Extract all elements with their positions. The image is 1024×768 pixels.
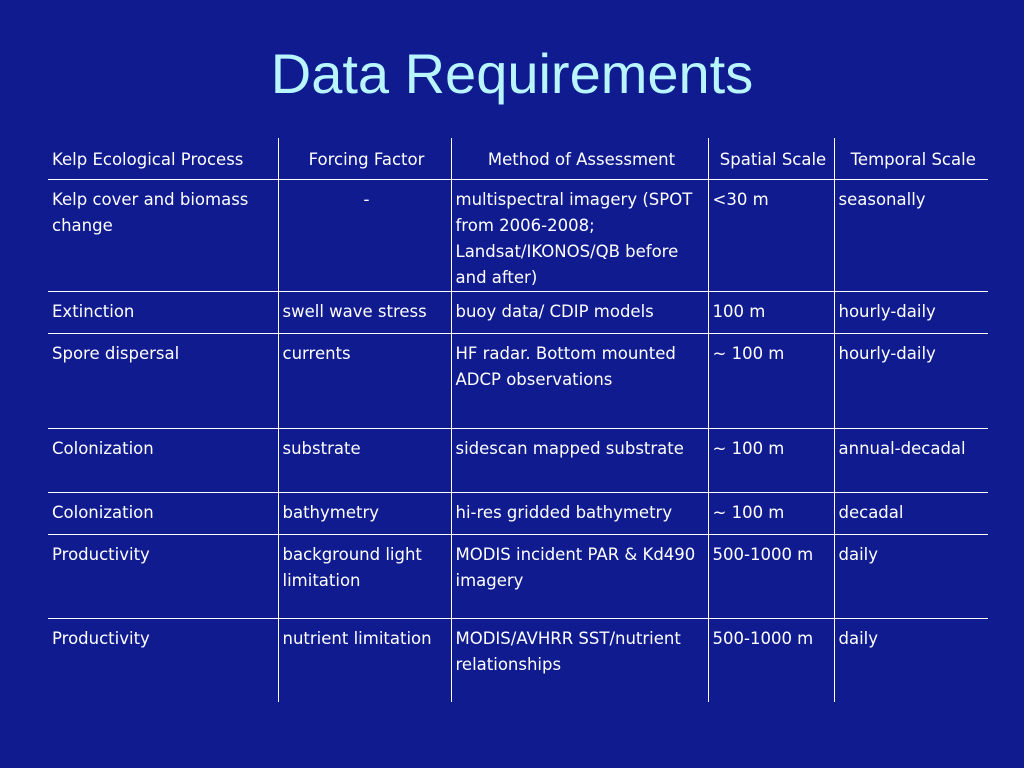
table-cell-method: sidescan mapped substrate (451, 428, 708, 492)
slide-title: Data Requirements (270, 42, 754, 105)
table-cell-temporal-scale: seasonally (834, 179, 988, 291)
table-cell-method: hi-res gridded bathymetry (451, 492, 708, 534)
table-cell-method: MODIS/AVHRR SST/nutrient relationships (451, 618, 708, 702)
data-requirements-table-container (48, 138, 988, 702)
table-cell-process: Kelp cover and biomass change (48, 179, 278, 291)
table-cell-method: MODIS incident PAR & Kd490 imagery (451, 534, 708, 618)
table-cell-method: HF radar. Bottom mounted ADCP observations (451, 333, 708, 428)
table-cell-temporal-scale: hourly-daily (834, 333, 988, 428)
table-cell-forcing-factor: bathymetry (278, 492, 451, 534)
table-cell-process: Productivity (52, 628, 150, 648)
table-cell-process: Colonization (48, 492, 278, 534)
table-cell-process: Productivity (48, 534, 278, 618)
table-row (48, 333, 988, 428)
table-row (48, 618, 988, 702)
table-cell-method: multispectral imagery (SPOT from 2006-2008; Landsat/IKONOS/QB before and after) (451, 179, 708, 291)
table-cell-temporal-scale: daily (834, 618, 988, 702)
table-cell-spatial-scale: ~ 100 m (708, 492, 834, 534)
table-cell-forcing-factor: nutrient limitation (278, 618, 451, 702)
data-requirements-table (48, 138, 988, 702)
table-row (48, 291, 988, 333)
header-kelp-ecological-process: Kelp Ecological Process (48, 138, 278, 179)
table-row (48, 534, 988, 618)
header-temporal-scale: Temporal Scale (834, 138, 988, 179)
table-cell-spatial-scale: ~ 100 m (708, 428, 834, 492)
table-cell-forcing-factor: - (278, 179, 451, 291)
table-cell-spatial-scale: <30 m (708, 179, 834, 291)
header-spatial-scale: Spatial Scale (708, 138, 834, 179)
table-cell-method: buoy data/ CDIP models (451, 291, 708, 333)
table-cell-temporal-scale: hourly-daily (834, 291, 988, 333)
table-cell-temporal-scale: daily (834, 534, 988, 618)
table-cell-process: Spore dispersal (48, 333, 278, 428)
table-cell-spatial-scale: ~ 100 m (708, 333, 834, 428)
table-cell-forcing-factor: currents (278, 333, 451, 428)
table-header-row (48, 138, 988, 179)
table-cell-temporal-scale: decadal (834, 492, 988, 534)
header-method-of-assessment: Method of Assessment (451, 138, 708, 179)
table-cell-process: Extinction (48, 291, 278, 333)
table-cell-forcing-factor: swell wave stress (278, 291, 451, 333)
table-row (48, 179, 988, 291)
table-cell-spatial-scale: 500-1000 m (708, 618, 834, 702)
table-cell-spatial-scale: 100 m (708, 291, 834, 333)
table-cell-forcing-factor: substrate (278, 428, 451, 492)
table-cell-spatial-scale: 500-1000 m (708, 534, 834, 618)
table-cell-forcing-factor: background light limitation (278, 534, 451, 618)
table-cell-process: Colonization (48, 428, 278, 492)
table-row (48, 428, 988, 492)
table-cell-temporal-scale: annual-decadal (834, 428, 988, 492)
header-forcing-factor: Forcing Factor (278, 138, 451, 179)
table-row (48, 492, 988, 534)
